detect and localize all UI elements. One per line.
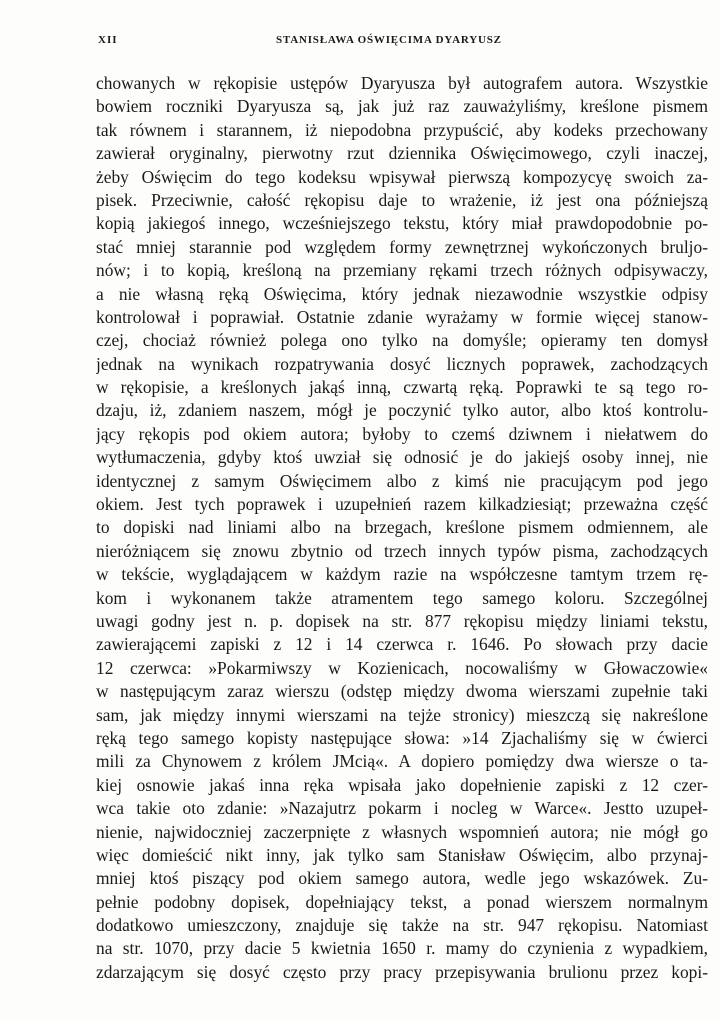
text-line: wytłumaczenia, gdyby ktoś uwział się odnosić je do jakiejś osoby innej, nie — [96, 447, 708, 468]
text-line: zawierającemi zapiski z 12 i 14 czerwca r. 1646. Po słowach przy dacie — [96, 634, 708, 655]
text-line: sam, jak między innymi wierszami na tejże stronicy) mieszczą się nakreślone — [96, 704, 708, 725]
text-line: dodatkowo umieszczony, znajduje się także na str. 947 rękopisu. Natomiast — [96, 915, 708, 936]
running-head — [98, 34, 706, 50]
text-line: kontrolował i poprawiał. Ostatnie zdanie wyrażamy w formie więcej stanow- — [96, 306, 708, 327]
text-line: pisek. Przeciwnie, całość rękopisu daje to wrażenie, iż jest ona późniejszą — [96, 189, 708, 210]
text-line: 12 czerwca: »Pokarmiwszy w Kozienicach, nocowaliśmy w Głowaczowie« — [96, 657, 708, 678]
text-line: nieróżniącem się znowu zbytnio od trzech innych typów pisma, zachodzących — [96, 540, 708, 561]
text-line: stać mniej starannie pod względem formy zewnętrznej wykończonych bruljo- — [96, 236, 708, 257]
text-line: mili za Chynowem z królem JMcią«. A dopiero pomiędzy dwa wiersze o ta- — [96, 751, 708, 772]
text-line: żeby Oświęcim do tego kodeksu wpisywał pierwszą kompozycyę swoich za- — [96, 166, 708, 187]
text-line: czej, chociaż również polega ono tylko na domyśle; opieramy ten domysł — [96, 330, 708, 351]
text-line: więc domieścić nikt inny, jak tylko sam Stanisław Oświęcim, albo przynaj- — [96, 844, 708, 865]
text-line: w tekście, wyglądającem w każdym razie na współczesne tamtym trzem rę- — [96, 564, 708, 585]
text-line: a nie własną ręką Oświęcima, który jednak niezawodnie wszystkie odpisy — [96, 283, 708, 304]
text-line: nów; i to kopią, kreśloną na przemiany rękami trzech różnych odpisywaczy, — [96, 260, 708, 281]
text-line: pełnie podobny dopisek, dopełniający tekst, a ponad wierszem normalnym — [96, 891, 708, 912]
text-line: to dopiski nad liniami albo na brzegach, kreślone pismem odmiennem, ale — [96, 517, 708, 538]
body-text — [96, 72, 708, 984]
page-number: XII — [98, 34, 118, 46]
text-line: wca takie oto zdanie: »Nazajutrz pokarm i nocleg w Warce«. Jestto uzupeł- — [96, 798, 708, 819]
text-line: ręką tego samego kopisty następujące słowa: »14 Zjachaliśmy się w ćwierci — [96, 727, 708, 748]
running-title: STANISŁAWA OŚWIĘCIMA DYARYUSZ — [276, 34, 502, 46]
text-line: uwagi godny jest n. p. dopisek na str. 877 rękopisu między liniami tekstu, — [96, 610, 708, 631]
text-line: jednak na wynikach rozpatrywania dosyć licznych poprawek, zachodzących — [96, 353, 708, 374]
text-line: w rękopisie, a kreślonych jakąś inną, czwartą ręką. Poprawki te są tego ro- — [96, 377, 708, 398]
text-line: nienie, najwidoczniej zaczerpnięte z własnych wspomnień autora; nie mógł go — [96, 821, 708, 842]
text-line: tak równem i starannem, iż niepodobna przypuścić, aby kodeks przechowany — [96, 119, 708, 140]
text-line: zdarzającym się dosyć często przy pracy przepisywania brulionu przez kopi- — [96, 961, 708, 982]
text-line: kopią jakiegoś innego, wcześniejszego tekstu, który miał prawdopodobnie po- — [96, 213, 708, 234]
text-line: identycznej z samym Oświęcimem albo z kimś nie pracującym pod jego — [96, 470, 708, 491]
text-line: kiej osnowie jakaś inna ręka wpisała jako dopełnienie zapiski z 12 czer- — [96, 774, 708, 795]
text-line: kom i wykonanem także atramentem tego samego koloru. Szczególnej — [96, 587, 708, 608]
text-line: chowanych w rękopisie ustępów Dyaryusza był autografem autora. Wszystkie — [96, 73, 708, 93]
text-line: okiem. Jest tych poprawek i uzupełnień razem kilkadziesiąt; przeważna część — [96, 494, 708, 515]
text-line: zawierał oryginalny, pierwotny rzut dziennika Oświęcimowego, czyli inaczej, — [96, 143, 708, 164]
text-line: bowiem roczniki Dyaryusza są, jak już raz zauważyliśmy, kreślone pismem — [96, 96, 708, 117]
text-line: w następującym zaraz wierszu (odstęp między dwoma wierszami zupełnie taki — [96, 681, 708, 702]
text-line: jący rękopis pod okiem autora; byłoby to czemś dziwnem i niełatwem do — [96, 423, 708, 444]
text-line: dzaju, iż, zdaniem naszem, mógł je poczynić tylko autor, albo ktoś kontrolu- — [96, 400, 708, 421]
text-line: na str. 1070, przy dacie 5 kwietnia 1650 r. mamy do czynienia z wypadkiem, — [96, 938, 708, 959]
text-line: mniej ktoś piszący pod okiem samego autora, wedle jego wskazówek. Zu- — [96, 868, 708, 889]
